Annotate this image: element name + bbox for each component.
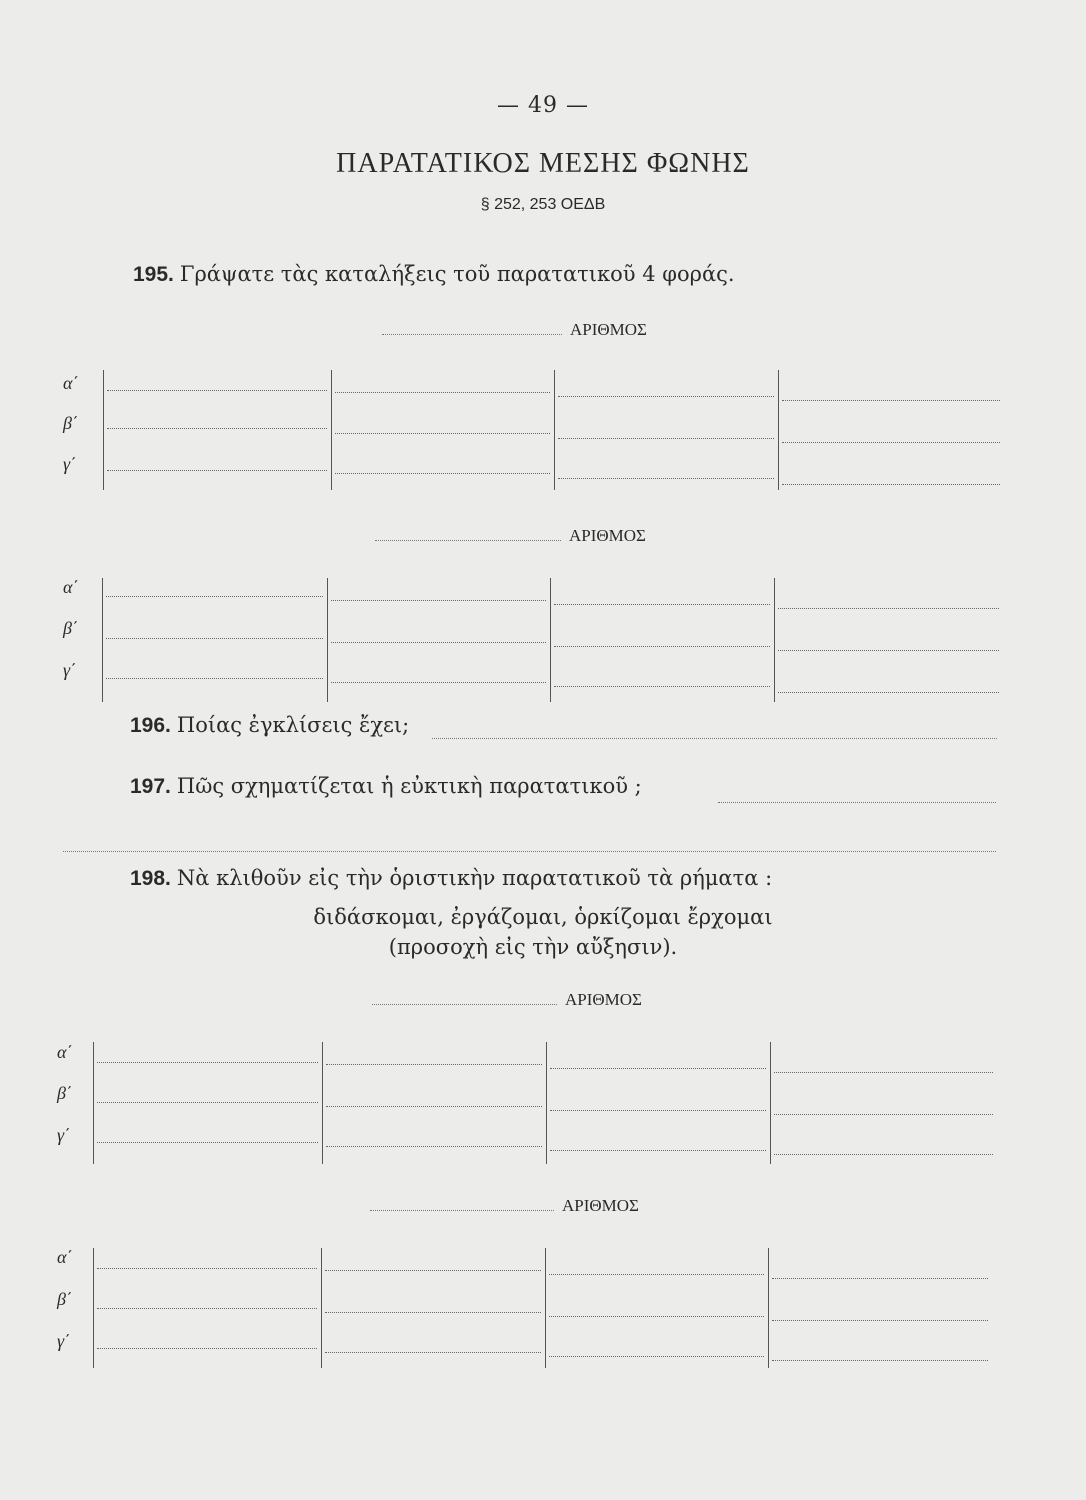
column-divider [331,370,332,490]
column-divider [545,1248,546,1368]
answer-line[interactable] [326,1146,542,1147]
answer-grid [103,370,1000,490]
answer-grid [93,1042,993,1164]
row-label-c: γ΄ [57,1125,71,1145]
answer-line[interactable] [325,1270,541,1271]
answer-line[interactable] [772,1320,988,1321]
answer-line[interactable] [774,1114,993,1115]
answer-line[interactable] [782,442,1000,443]
answer-line[interactable] [558,478,774,479]
question-number: 195. [133,263,174,286]
row-label-c: γ΄ [63,454,77,474]
row-label-b: β΄ [57,1289,72,1309]
column-divider [103,370,104,490]
answer-line[interactable] [549,1356,764,1357]
answer-line[interactable] [335,392,550,393]
answer-line[interactable] [97,1268,317,1269]
column-divider [774,578,775,702]
answer-line[interactable] [325,1352,541,1353]
answer-line[interactable] [558,438,774,439]
question-number: 196. [130,714,171,737]
answer-line[interactable] [106,596,323,597]
column-divider [550,578,551,702]
answer-line[interactable] [549,1316,764,1317]
row-label-a: α΄ [63,577,79,597]
answer-line[interactable] [782,484,1000,485]
answer-line[interactable] [97,1348,317,1349]
number-header: ΑΡΙΘΜΟΣ [372,990,642,1010]
answer-line[interactable] [97,1102,318,1103]
answer-line[interactable] [106,638,323,639]
row-label-c: γ΄ [63,660,77,680]
column-divider [93,1042,94,1164]
answer-line[interactable] [97,1062,318,1063]
question-196 [130,713,409,738]
answer-line[interactable] [718,802,996,803]
row-label-b: β΄ [63,618,78,638]
answer-line[interactable] [549,1274,764,1275]
number-header: ΑΡΙΘΜΟΣ [375,526,646,546]
row-label-a: α΄ [63,373,79,393]
question-number: 197. [130,775,171,798]
answer-line[interactable] [331,600,546,601]
question-text: Πῶς σχηματίζεται ἡ εὐκτικὴ παρατατικοῦ ; [176,774,642,798]
answer-line[interactable] [774,1072,993,1073]
answer-line[interactable] [331,642,546,643]
answer-line[interactable] [107,428,327,429]
answer-line[interactable] [331,682,546,683]
column-divider [768,1248,769,1368]
answer-grid [93,1248,988,1368]
row-label-b: β΄ [57,1083,72,1103]
column-divider [546,1042,547,1164]
answer-line[interactable] [335,473,550,474]
answer-line[interactable] [782,400,1000,401]
row-label-a: α΄ [57,1042,73,1062]
answer-line[interactable] [778,608,999,609]
answer-line[interactable] [326,1106,542,1107]
answer-line[interactable] [326,1064,542,1065]
column-divider [93,1248,94,1368]
answer-line[interactable] [554,646,770,647]
column-divider [770,1042,771,1164]
answer-line[interactable] [554,686,770,687]
answer-line[interactable] [335,433,550,434]
answer-line[interactable] [97,1142,318,1143]
page-title: ΠΑΡΑΤΑΤΙΚΟΣ ΜΕΣΗΣ ΦΩΝΗΣ [336,148,750,179]
question-text: Ποίας ἐγκλίσεις ἔχει; [176,713,410,737]
answer-line[interactable] [106,678,323,679]
row-label-a: α΄ [57,1247,73,1267]
answer-line[interactable] [325,1312,541,1313]
answer-line[interactable] [550,1068,766,1069]
instruction-note: (προσοχὴ εἰς τὴν αὔξησιν). [388,935,678,959]
verb-list: διδάσκομαι, ἐργάζομαι, ὁρκίζομαι ἔρχομαι [313,905,773,929]
number-header: ΑΡΙΘΜΟΣ [382,320,647,340]
question-text: Γράψατε τὰς καταλήξεις τοῦ παρατατικοῦ 4 φοράς. [179,262,735,286]
question-197 [130,774,642,799]
answer-line[interactable] [63,851,996,852]
question-195 [133,262,735,287]
page-number: — 49 — [497,93,589,118]
answer-grid [102,578,999,702]
answer-line[interactable] [772,1278,988,1279]
column-divider [102,578,103,702]
question-number: 198. [130,867,171,890]
answer-line[interactable] [550,1150,766,1151]
answer-line[interactable] [772,1360,988,1361]
answer-line[interactable] [778,692,999,693]
answer-line[interactable] [550,1110,766,1111]
column-divider [778,370,779,490]
row-label-b: β΄ [63,413,78,433]
answer-line[interactable] [107,390,327,391]
answer-line[interactable] [558,396,774,397]
row-label-c: γ΄ [57,1331,71,1351]
column-divider [322,1042,323,1164]
section-reference: § 252, 253 ΟΕΔΒ [480,196,606,213]
column-divider [554,370,555,490]
column-divider [321,1248,322,1368]
number-header: ΑΡΙΘΜΟΣ [370,1196,639,1216]
question-text: Νὰ κλιθοῦν εἰς τὴν ὁριστικὴν παρατατικοῦ τὰ ρήματα : [176,866,773,890]
answer-line[interactable] [778,650,999,651]
answer-line[interactable] [554,604,770,605]
column-divider [327,578,328,702]
question-198 [130,866,772,891]
answer-line[interactable] [432,738,997,739]
answer-line[interactable] [107,470,327,471]
answer-line[interactable] [774,1154,993,1155]
answer-line[interactable] [97,1308,317,1309]
